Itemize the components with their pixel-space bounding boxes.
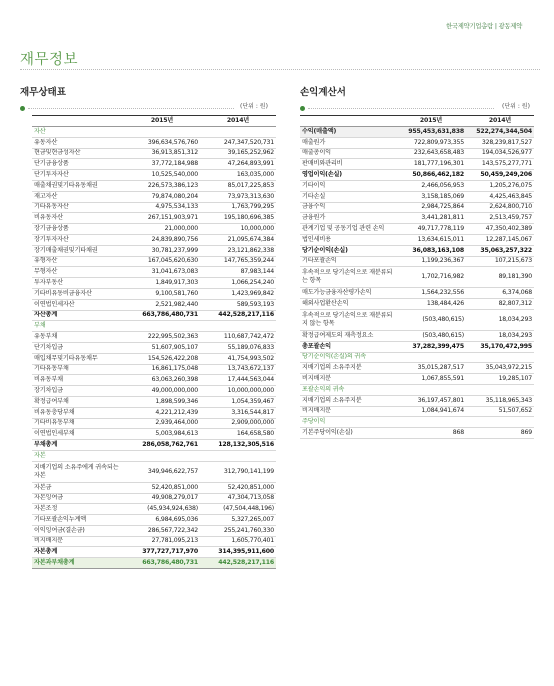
income-row-label: 금융원가 — [300, 213, 396, 224]
income-row — [300, 352, 534, 363]
income-row-value: 36,083,163,108 — [396, 245, 466, 256]
income-row-value: 181,777,196,301 — [396, 159, 466, 170]
balance-row — [32, 321, 276, 332]
balance-row-value: 128,132,305,516 — [200, 440, 276, 451]
balance-row — [32, 148, 276, 159]
balance-row — [32, 375, 276, 386]
balance-row — [32, 536, 276, 547]
balance-row-value: 4,221,212,439 — [124, 407, 200, 418]
balance-row-value: 1,898,599,346 — [124, 396, 200, 407]
income-row — [300, 127, 534, 138]
income-row-value: 955,453,631,838 — [396, 127, 466, 138]
income-row-value: 143,575,277,771 — [466, 159, 534, 170]
income-row-value: (503,480,615) — [396, 309, 466, 330]
balance-row-label: 확정급여부채 — [32, 396, 124, 407]
income-row — [300, 341, 534, 352]
income-row — [300, 256, 534, 267]
balance-row-value: 167,045,620,630 — [124, 256, 200, 267]
balance-row-label: 장기매출채권및기타채권 — [32, 245, 124, 256]
income-row-label: 판매비와관리비 — [300, 159, 396, 170]
income-header-row — [300, 116, 534, 127]
balance-row-value: 396,634,576,760 — [124, 137, 200, 148]
balance-row-value: 247,347,520,731 — [200, 137, 276, 148]
balance-row-label: 단기금융상품 — [32, 159, 124, 170]
income-row-label: 비지배지분 — [300, 374, 396, 385]
income-row — [300, 234, 534, 245]
balance-header-row — [32, 116, 276, 127]
balance-row-value: 1,066,254,240 — [200, 278, 276, 289]
balance-row-label: 장기차입금 — [32, 386, 124, 397]
balance-row-value: 30,781,237,999 — [124, 245, 200, 256]
balance-table — [32, 115, 276, 569]
balance-row-value: 442,528,217,116 — [200, 310, 276, 321]
balance-row-label: 자본총계 — [32, 547, 124, 558]
income-row-value: 18,034,293 — [466, 330, 534, 341]
income-row-value: 138,484,426 — [396, 299, 466, 310]
balance-row-value: 377,727,717,970 — [124, 547, 200, 558]
balance-row-label: 이연법인세자산 — [32, 299, 124, 310]
balance-row-value: 52,420,851,000 — [200, 482, 276, 493]
balance-row — [32, 493, 276, 504]
balance-row-value: 63,063,260,398 — [124, 375, 200, 386]
balance-row — [32, 267, 276, 278]
income-row — [300, 406, 534, 417]
income-col-header: 2014년 — [466, 116, 534, 127]
balance-row-label: 비유동충당부채 — [32, 407, 124, 418]
income-row — [300, 170, 534, 181]
income-row-value: 328,239,817,527 — [466, 137, 534, 148]
balance-row — [32, 310, 276, 321]
income-row-value: 2,513,459,757 — [466, 213, 534, 224]
balance-row-value: 1,605,770,401 — [200, 536, 276, 547]
balance-row-value: 37,772,184,988 — [124, 159, 200, 170]
balance-row — [32, 482, 276, 493]
income-row-value: 47,350,402,389 — [466, 224, 534, 235]
balance-row-value: 10,000,000,000 — [200, 386, 276, 397]
balance-row — [32, 461, 276, 482]
balance-row-value: 79,874,080,204 — [124, 191, 200, 202]
income-row-value: 869 — [466, 428, 534, 439]
income-row-value — [396, 384, 466, 395]
balance-row-label: 이익잉여금(결손금) — [32, 525, 124, 536]
balance-row-label: 현금및현금성자산 — [32, 148, 124, 159]
balance-row-value: 87,983,144 — [200, 267, 276, 278]
income-row-label: 매도가능금융자산평가손익 — [300, 288, 396, 299]
income-row — [300, 148, 534, 159]
income-row-label: 해외사업환산손익 — [300, 299, 396, 310]
balance-row-value: 52,420,851,000 — [124, 482, 200, 493]
income-row-label: 포괄손익의 귀속 — [300, 384, 396, 395]
income-row-value: 6,374,068 — [466, 288, 534, 299]
income-row — [300, 180, 534, 191]
balance-col-header: 2015년 — [124, 116, 200, 127]
balance-row-value: 49,000,000,000 — [124, 386, 200, 397]
income-row-value: 1,205,276,075 — [466, 180, 534, 191]
balance-row — [32, 299, 276, 310]
balance-row-value: 17,444,563,044 — [200, 375, 276, 386]
balance-dotted-rule — [28, 108, 234, 109]
balance-row-label: 기타유동부채 — [32, 364, 124, 375]
balance-row-value: 663,786,480,731 — [124, 558, 200, 569]
balance-row-value: 21,095,674,384 — [200, 234, 276, 245]
income-row-value: 35,043,972,215 — [466, 363, 534, 374]
balance-row-value: 49,908,279,017 — [124, 493, 200, 504]
balance-row — [32, 504, 276, 515]
income-unit: (단위 : 원) — [502, 103, 530, 110]
income-col-header: 2015년 — [396, 116, 466, 127]
balance-row-label: 이연법인세부채 — [32, 429, 124, 440]
income-row-label: 지배기업의 소유주지분 — [300, 363, 396, 374]
balance-row-value: 442,528,217,116 — [200, 558, 276, 569]
income-row-value: 36,197,457,801 — [396, 395, 466, 406]
balance-row-value: 3,316,544,817 — [200, 407, 276, 418]
income-row-value: 37,282,399,475 — [396, 341, 466, 352]
balance-row-value: 1,423,969,842 — [200, 288, 276, 299]
balance-bullet-icon — [20, 106, 25, 111]
balance-row-value: 1,849,917,303 — [124, 278, 200, 289]
balance-row — [32, 418, 276, 429]
balance-row-value: 55,189,076,833 — [200, 342, 276, 353]
page-title: 재무정보 — [20, 52, 79, 68]
balance-row-label: 자본 — [32, 450, 124, 461]
balance-row-value: 314,395,911,600 — [200, 547, 276, 558]
income-row-value: 13,634,615,011 — [396, 234, 466, 245]
balance-row-value: 10,000,000 — [200, 224, 276, 235]
balance-row-value: 5,003,984,613 — [124, 429, 200, 440]
balance-row-value: 312,790,141,199 — [200, 461, 276, 482]
income-row-label: 후속적으로 당기손익으로 재분류되는 항목 — [300, 267, 396, 288]
balance-row-label: 무형자산 — [32, 267, 124, 278]
balance-row-value: 16,861,175,048 — [124, 364, 200, 375]
income-title: 손익계산서 — [300, 87, 346, 98]
balance-row — [32, 234, 276, 245]
balance-row-value: 2,939,464,000 — [124, 418, 200, 429]
balance-row-label: 비유동부채 — [32, 375, 124, 386]
balance-row — [32, 224, 276, 235]
balance-row-value: 255,241,760,330 — [200, 525, 276, 536]
balance-row-value: 195,180,696,385 — [200, 213, 276, 224]
title-divider — [20, 69, 540, 70]
income-row-value: 1,702,716,982 — [396, 267, 466, 288]
income-row-value: 3,441,281,811 — [396, 213, 466, 224]
balance-row-label: 비지배지분 — [32, 536, 124, 547]
income-row — [300, 428, 534, 439]
income-row-label: 매출원가 — [300, 137, 396, 148]
balance-row-label: 지배기업의 소유주에게 귀속되는 자본 — [32, 461, 124, 482]
balance-row — [32, 558, 276, 569]
balance-row-label: 부채총계 — [32, 440, 124, 451]
balance-row-value: 349,946,622,757 — [124, 461, 200, 482]
balance-row-label: 자본과부채총계 — [32, 558, 124, 569]
balance-row-value — [124, 450, 200, 461]
balance-row-value: 154,526,422,208 — [124, 353, 200, 364]
balance-row-value: 5,327,265,007 — [200, 515, 276, 526]
income-row-label: 법인세비용 — [300, 234, 396, 245]
balance-row-label: 단기투자자산 — [32, 170, 124, 181]
balance-row-value: 85,017,225,853 — [200, 180, 276, 191]
balance-row-label: 단기차입금 — [32, 342, 124, 353]
income-row-label: 매출총이익 — [300, 148, 396, 159]
income-row-label: 주당이익 — [300, 417, 396, 428]
balance-row-value: 47,304,713,058 — [200, 493, 276, 504]
income-row-label: 영업이익(손실) — [300, 170, 396, 181]
income-row-value — [466, 417, 534, 428]
balance-row — [32, 396, 276, 407]
balance-row-label: 부채 — [32, 321, 124, 332]
income-row-label: 확정급여제도의 재측정요소 — [300, 330, 396, 341]
balance-row — [32, 159, 276, 170]
income-row-label: 지배기업의 소유주지분 — [300, 395, 396, 406]
balance-row-value: 2,521,982,440 — [124, 299, 200, 310]
income-row — [300, 137, 534, 148]
income-row-value: 868 — [396, 428, 466, 439]
income-row-label: 기본주당이익(손실) — [300, 428, 396, 439]
income-row — [300, 330, 534, 341]
balance-unit: (단위 : 원) — [240, 103, 268, 110]
balance-row-value: (45,934,924,638) — [124, 504, 200, 515]
income-row-value: 12,287,145,067 — [466, 234, 534, 245]
income-row-value: 51,507,652 — [466, 406, 534, 417]
balance-row-label: 자본잉여금 — [32, 493, 124, 504]
income-row-value — [396, 417, 466, 428]
income-row-value: 82,807,312 — [466, 299, 534, 310]
balance-row-label: 기타포괄손익누계액 — [32, 515, 124, 526]
balance-row-label: 유형자산 — [32, 256, 124, 267]
income-row-value: 35,118,965,343 — [466, 395, 534, 406]
balance-row-value — [124, 321, 200, 332]
income-dotted-rule — [308, 108, 494, 109]
income-row-label: 후속적으로 당기손익으로 재분류되지 않는 항목 — [300, 309, 396, 330]
income-row-value — [466, 352, 534, 363]
income-row-value: (503,480,615) — [396, 330, 466, 341]
income-row-value: 107,215,673 — [466, 256, 534, 267]
balance-row-value: 286,058,762,761 — [124, 440, 200, 451]
balance-row-value: 10,525,540,000 — [124, 170, 200, 181]
income-row-label: 비지배지분 — [300, 406, 396, 417]
income-row-value: 18,034,293 — [466, 309, 534, 330]
balance-row-value: 36,913,851,312 — [124, 148, 200, 159]
income-row-value: 194,034,526,977 — [466, 148, 534, 159]
income-row — [300, 288, 534, 299]
balance-row-value — [124, 127, 200, 138]
balance-row-label: 자본금 — [32, 482, 124, 493]
balance-row-value: 2,909,000,000 — [200, 418, 276, 429]
balance-row-label: 자산 — [32, 127, 124, 138]
income-row-value: 4,425,463,845 — [466, 191, 534, 202]
income-row-value: 19,285,107 — [466, 374, 534, 385]
income-row-value: 2,984,725,864 — [396, 202, 466, 213]
balance-row-value: 4,975,534,133 — [124, 202, 200, 213]
balance-row — [32, 332, 276, 343]
balance-row — [32, 440, 276, 451]
balance-row-value: 110,687,742,472 — [200, 332, 276, 343]
income-row-label: 관계기업 및 공동기업 관련 손익 — [300, 224, 396, 235]
balance-row — [32, 288, 276, 299]
income-row — [300, 191, 534, 202]
balance-row — [32, 386, 276, 397]
balance-row — [32, 180, 276, 191]
income-row-value: 1,199,236,367 — [396, 256, 466, 267]
income-row — [300, 202, 534, 213]
income-row-label: 기타포괄손익 — [300, 256, 396, 267]
income-row — [300, 309, 534, 330]
balance-row-value — [200, 127, 276, 138]
income-row — [300, 299, 534, 310]
balance-row-label: 기타비유동비금융자산 — [32, 288, 124, 299]
balance-row — [32, 245, 276, 256]
income-row-value: 50,866,462,182 — [396, 170, 466, 181]
balance-row-label: 자본조정 — [32, 504, 124, 515]
balance-row-value: 6,984,695,036 — [124, 515, 200, 526]
income-row-value: 1,084,941,674 — [396, 406, 466, 417]
balance-row-value: 13,743,672,137 — [200, 364, 276, 375]
income-row-value: 35,063,257,322 — [466, 245, 534, 256]
income-row-value: 49,717,778,119 — [396, 224, 466, 235]
balance-row-value: 222,995,502,363 — [124, 332, 200, 343]
income-row-value: 89,181,390 — [466, 267, 534, 288]
balance-row — [32, 278, 276, 289]
income-row-value: 722,809,973,355 — [396, 137, 466, 148]
income-table — [300, 115, 534, 439]
balance-row-label: 재고자산 — [32, 191, 124, 202]
balance-row-value: 286,567,722,342 — [124, 525, 200, 536]
balance-row-value: (47,504,448,196) — [200, 504, 276, 515]
balance-row — [32, 547, 276, 558]
income-row — [300, 363, 534, 374]
income-row — [300, 267, 534, 288]
header-company: 한국제약기업총람 | 광동제약 — [446, 23, 523, 30]
balance-row — [32, 191, 276, 202]
balance-row-value: 73,973,313,630 — [200, 191, 276, 202]
balance-row-label: 장기금융상품 — [32, 224, 124, 235]
income-row-label: 수익(매출액) — [300, 127, 396, 138]
income-row — [300, 159, 534, 170]
income-row-value: 522,274,344,504 — [466, 127, 534, 138]
income-row-label: 당기순이익(손실)의 귀속 — [300, 352, 396, 363]
balance-row-label: 매입채무및기타유동채무 — [32, 353, 124, 364]
balance-row-label: 투자부동산 — [32, 278, 124, 289]
income-row-label: 총포괄손익 — [300, 341, 396, 352]
income-row — [300, 245, 534, 256]
income-row — [300, 417, 534, 428]
balance-row-value: 1,054,359,467 — [200, 396, 276, 407]
balance-row-label: 비유동자산 — [32, 213, 124, 224]
balance-row-value: 663,786,480,731 — [124, 310, 200, 321]
income-bullet-icon — [300, 106, 305, 111]
income-row-label: 기타이익 — [300, 180, 396, 191]
balance-row — [32, 407, 276, 418]
balance-row-value: 226,573,386,123 — [124, 180, 200, 191]
income-row-value: 35,015,287,517 — [396, 363, 466, 374]
balance-row — [32, 364, 276, 375]
balance-row — [32, 515, 276, 526]
income-row — [300, 395, 534, 406]
income-row-value — [396, 352, 466, 363]
balance-row-label: 유동자산 — [32, 137, 124, 148]
balance-row-value: 31,041,673,083 — [124, 267, 200, 278]
balance-row — [32, 213, 276, 224]
balance-row-value: 1,763,799,295 — [200, 202, 276, 213]
income-row-label: 당기순이익(손실) — [300, 245, 396, 256]
balance-row-label: 장기투자자산 — [32, 234, 124, 245]
income-row-label: 기타손실 — [300, 191, 396, 202]
income-row — [300, 213, 534, 224]
balance-row-label: 기타유동자산 — [32, 202, 124, 213]
income-row-value: 2,466,056,953 — [396, 180, 466, 191]
balance-row-value: 47,264,893,991 — [200, 159, 276, 170]
balance-col-header: 2014년 — [200, 116, 276, 127]
income-row-value: 50,459,249,206 — [466, 170, 534, 181]
balance-row-value: 9,100,581,760 — [124, 288, 200, 299]
balance-row-value: 41,754,993,502 — [200, 353, 276, 364]
balance-row — [32, 256, 276, 267]
balance-row — [32, 137, 276, 148]
income-row-value: 3,158,185,069 — [396, 191, 466, 202]
balance-row — [32, 525, 276, 536]
balance-row-value — [200, 321, 276, 332]
balance-row-label: 자산총계 — [32, 310, 124, 321]
balance-row-label: 기타비유동부채 — [32, 418, 124, 429]
balance-row — [32, 429, 276, 440]
balance-row — [32, 170, 276, 181]
balance-row-value: 51,607,905,107 — [124, 342, 200, 353]
income-row — [300, 224, 534, 235]
balance-row-value: 39,165,252,962 — [200, 148, 276, 159]
balance-row-value — [200, 450, 276, 461]
balance-row-value: 589,593,193 — [200, 299, 276, 310]
income-row-label: 금융수익 — [300, 202, 396, 213]
balance-row — [32, 127, 276, 138]
income-row — [300, 374, 534, 385]
balance-row-label: 유동부채 — [32, 332, 124, 343]
balance-row-value: 147,765,359,244 — [200, 256, 276, 267]
balance-row-value: 163,035,000 — [200, 170, 276, 181]
income-row-value: 232,643,658,483 — [396, 148, 466, 159]
balance-row — [32, 342, 276, 353]
balance-title: 재무상태표 — [20, 87, 66, 98]
balance-row — [32, 450, 276, 461]
balance-row-value: 24,839,890,756 — [124, 234, 200, 245]
income-row-value — [466, 384, 534, 395]
balance-row-value: 164,658,580 — [200, 429, 276, 440]
income-row-value: 2,624,800,710 — [466, 202, 534, 213]
balance-row — [32, 202, 276, 213]
balance-row-value: 23,121,862,338 — [200, 245, 276, 256]
balance-row-value: 267,151,903,971 — [124, 213, 200, 224]
income-row — [300, 384, 534, 395]
balance-row-value: 21,000,000 — [124, 224, 200, 235]
balance-row — [32, 353, 276, 364]
income-row-value: 1,067,855,591 — [396, 374, 466, 385]
income-row-value: 35,170,472,995 — [466, 341, 534, 352]
balance-header-blank — [32, 116, 124, 127]
balance-row-value: 27,781,095,213 — [124, 536, 200, 547]
income-header-blank — [300, 116, 396, 127]
balance-row-label: 매출채권및기타유동채권 — [32, 180, 124, 191]
income-row-value: 1,564,232,556 — [396, 288, 466, 299]
